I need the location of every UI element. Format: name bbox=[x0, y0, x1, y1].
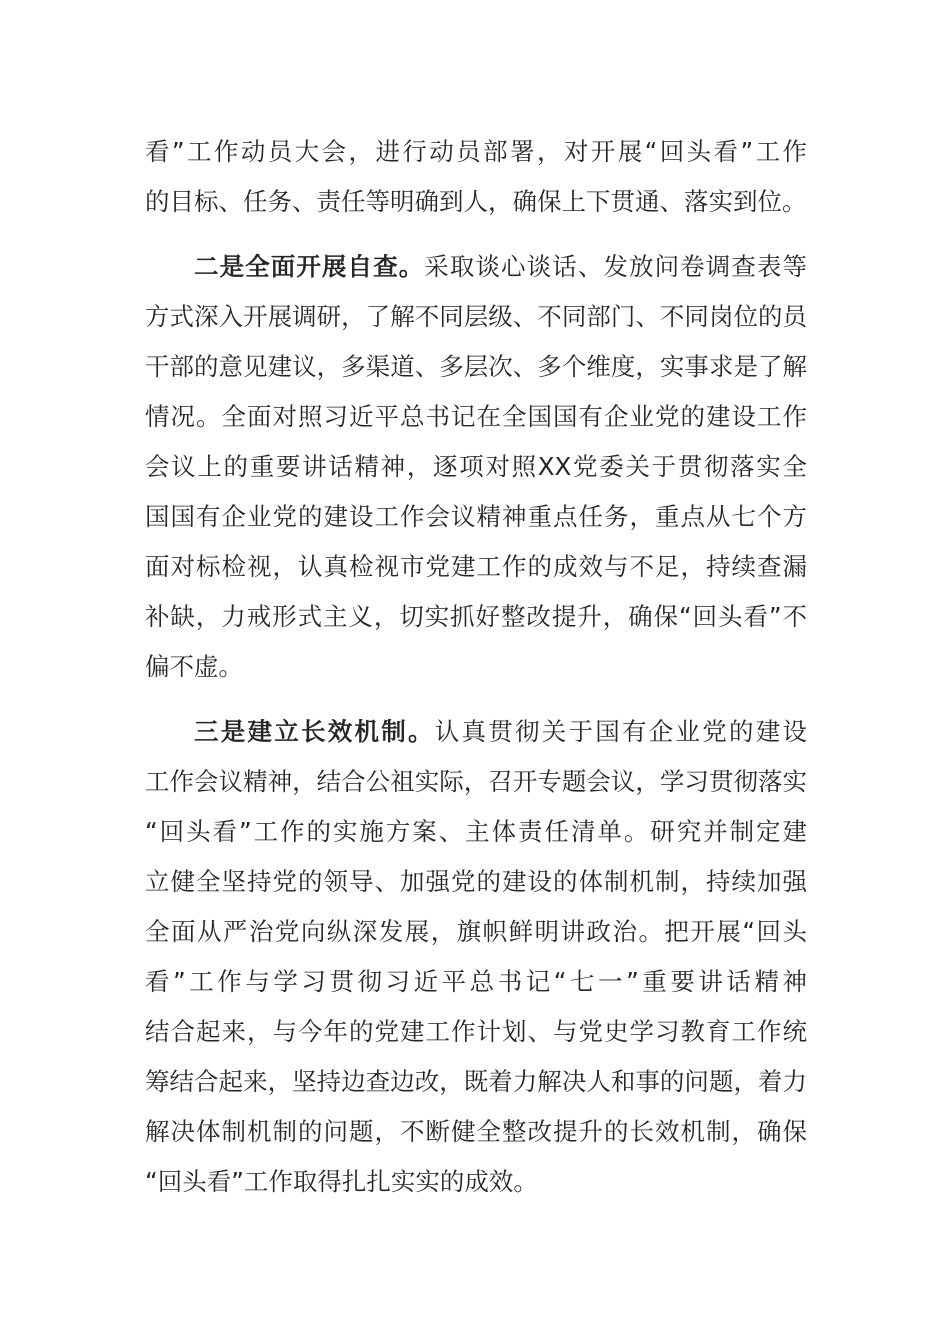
text-line: 解决体制机制的问题，不断健全整改提升的长效机制，确保 bbox=[145, 1117, 807, 1146]
paragraph-first-line bbox=[145, 707, 807, 757]
text-line: 情况。全面对照习近平总书记在全国国有企业党的建设工作 bbox=[145, 402, 807, 431]
paragraph-section-3 bbox=[145, 707, 807, 1207]
text-line: 偏不虚。 bbox=[145, 652, 243, 681]
text-line: 看”工作与学习贯彻习近平总书记“七一”重要讲话精神 bbox=[145, 967, 807, 996]
text-line: 会议上的重要讲话精神，逐项对照XX党委关于贯彻落实全 bbox=[145, 452, 807, 481]
text-line: 全面从严治党向纵深发展，旗帜鲜明讲政治。把开展“回头 bbox=[145, 917, 807, 946]
text-line: 看”工作动员大会，进行动员部署，对开展“回头看”工作 bbox=[145, 137, 807, 166]
text-run: 认真贯彻关于国有企业党的建设 bbox=[434, 717, 807, 746]
paragraph-intro bbox=[145, 127, 807, 227]
text-line: 立健全坚持党的领导、加强党的建设的体制机制，持续加强 bbox=[145, 867, 807, 896]
text-line: 工作会议精神，结合公祖实际，召开专题会议，学习贯彻落实 bbox=[145, 767, 807, 796]
text-run: 采取谈心谈话、发放问卷调查表等 bbox=[424, 252, 808, 281]
text-line: 的目标、任务、责任等明确到人，确保上下贯通、落实到位。 bbox=[145, 187, 807, 216]
section-heading: 二是全面开展自查。 bbox=[194, 252, 425, 281]
text-line: 国国有企业党的建设工作会议精神重点任务，重点从七个方 bbox=[145, 502, 807, 531]
text-line: “回头看”工作取得扎扎实实的成效。 bbox=[145, 1167, 538, 1196]
section-heading: 三是建立长效机制。 bbox=[194, 717, 435, 746]
paragraph-section-2 bbox=[145, 242, 807, 692]
text-line: 补缺，力戒形式主义，切实抓好整改提升，确保“回头看”不 bbox=[145, 602, 807, 631]
text-line: “回头看”工作的实施方案、主体责任清单。研究并制定建 bbox=[145, 817, 807, 846]
text-line: 面对标检视，认真检视市党建工作的成效与不足，持续查漏 bbox=[145, 552, 807, 581]
document-page bbox=[145, 127, 807, 1207]
text-line: 方式深入开展调研，了解不同层级、不同部门、不同岗位的员 bbox=[145, 302, 807, 331]
text-line: 结合起来，与今年的党建工作计划、与党史学习教育工作统 bbox=[145, 1017, 807, 1046]
paragraph-first-line bbox=[145, 242, 807, 292]
text-line: 筹结合起来，坚持边查边改，既着力解决人和事的问题，着力 bbox=[145, 1067, 807, 1096]
text-line: 干部的意见建议，多渠道、多层次、多个维度，实事求是了解 bbox=[145, 352, 807, 381]
